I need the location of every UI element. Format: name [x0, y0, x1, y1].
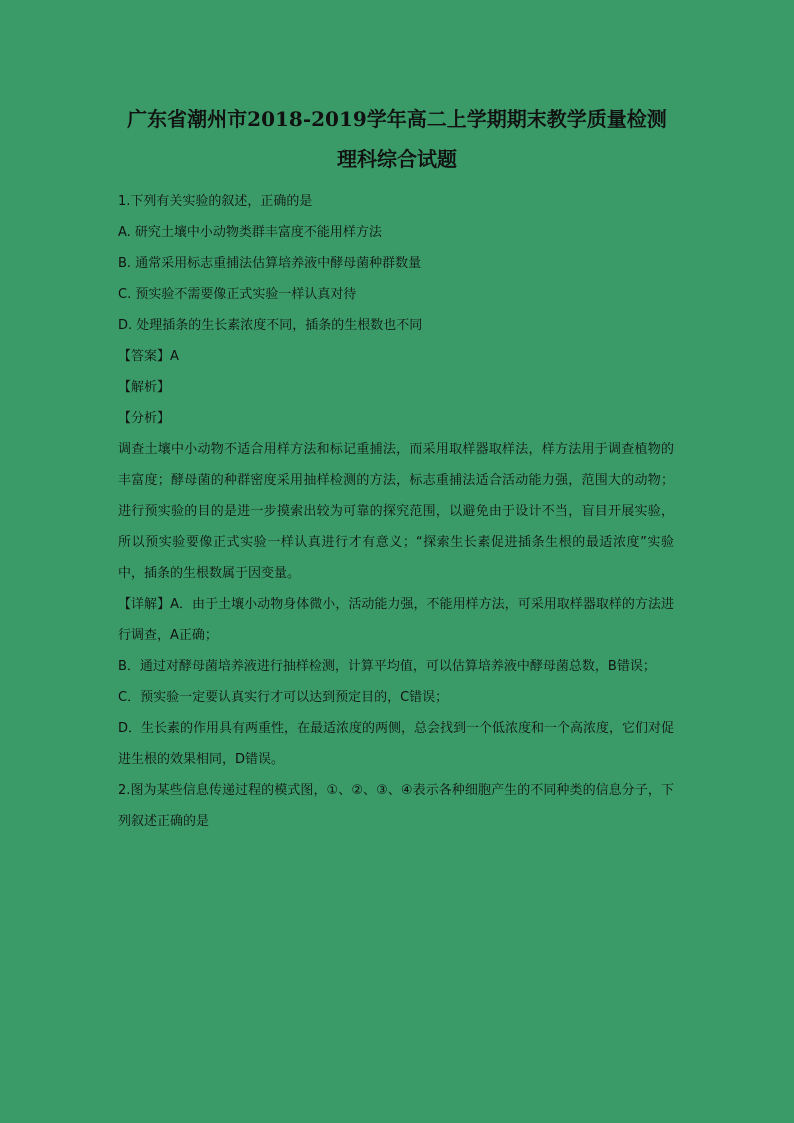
question-1-analysis-sub-label: 【分析】 [118, 411, 171, 426]
question-1-answer: 【答案】A [118, 349, 179, 364]
document-body [118, 186, 674, 837]
question-1-option-c: C. 预实验不需要像正式实验一样认真对待 [118, 287, 357, 302]
question-1-detail-b: B．通过对酵母菌培养液进行抽样检测，计算平均值，可以估算培养液中酵母菌总数，B错误； [118, 659, 656, 674]
question-1-detail-a: 【详解】A．由于土壤小动物身体微小，活动能力强，不能用样方法，可采用取样器取样的方法进行调查，A正确； [118, 597, 674, 643]
question-1-detail-d: D．生长素的作用具有两重性，在最适浓度的两侧，总会找到一个低浓度和一个高浓度，它们对促进生根的效果相同，D错误。 [118, 721, 674, 767]
question-2-stem: 2.图为某些信息传递过程的模式图，①、②、③、④表示各种细胞产生的不同种类的信息分子，下列叙述正确的是 [118, 783, 674, 829]
question-1-detail-c: C．预实验一定要认真实行才可以达到预定目的，C错误； [118, 690, 449, 705]
document-subtitle: 理科综合试题 [337, 147, 457, 171]
question-1-option-b: B. 通常采用标志重捕法估算培养液中酵母菌种群数量 [118, 256, 422, 271]
question-1-analysis-text: 调查土壤中小动物不适合用样方法和标记重捕法，而采用取样器取样法，样方法用于调查植物的丰富度；酵母菌的种群密度采用抽样检测的方法，标志重捕法适合活动能力强，范围大的动物；进行预实验的目的是进一步摸索出较为可靠的探究范围，以避免由于设计不当，盲目开展实验，所以预实验要像正式实验一样认真进行才有意义；“探索生长素促进插条生根的最适浓度”实验中，插条的生根数属于因变量。 [118, 442, 674, 581]
document-title: 广东省潮州市2018-2019学年高二上学期期末教学质量检测 [127, 107, 667, 131]
question-1-stem: 1.下列有关实验的叙述，正确的是 [118, 194, 313, 209]
question-1-option-a: A. 研究土壤中小动物类群丰富度不能用样方法 [118, 225, 382, 240]
question-1-analysis-label: 【解析】 [118, 380, 171, 395]
question-1-option-d: D. 处理插条的生长素浓度不同，插条的生根数也不同 [118, 318, 423, 333]
